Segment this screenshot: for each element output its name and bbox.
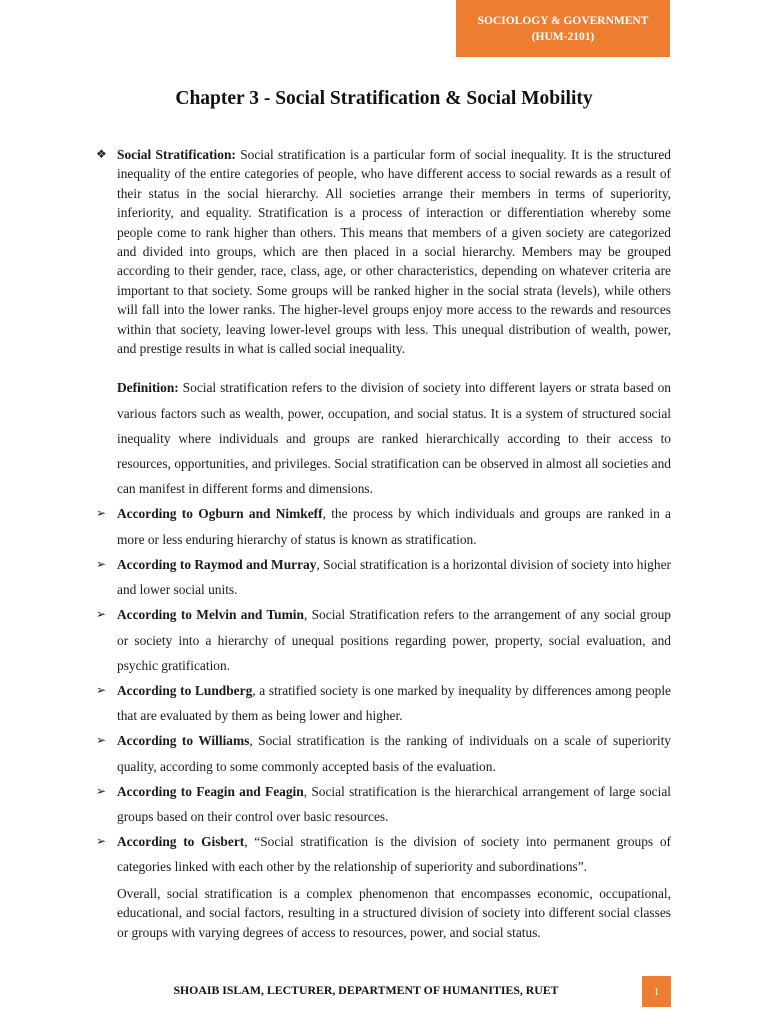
definitions-list [96,501,671,879]
arrow-bullet-icon: ➢ [96,783,107,798]
definition-item-text: , Social stratification is the ranking of individuals on a scale of superiority quality, according to some commonly accepted basis of the evaluation. [117,733,671,774]
arrow-bullet-icon: ➢ [96,682,107,697]
definition-item-text: , Social Stratification refers to the arrangement of any social group or society into a hierarchy of unequal positions regarding power, property, social evaluation, and psychic gratification. [117,607,671,673]
definition-item-text: , Social stratification is the hierarchical arrangement of large social groups based on their control over basic resources. [117,783,671,824]
conclusion-paragraph: Overall, social stratification is a complex phenomenon that encompasses economic, occupational, educational, and social factors, resulting in a structured division of society into different social classes or groups with varying degrees of access to resources, power, and social status. [117,885,671,940]
arrow-bullet-icon: ➢ [96,733,107,748]
definition-paragraph [96,375,671,501]
course-title: SOCIOLOGY & GOVERNMENT [477,14,649,27]
list-item [96,678,671,728]
list-item [96,728,671,778]
definition-item-text: , the process by which individuals and groups are ranked in a more or less enduring hierarchy of status is known as stratification. [117,506,671,547]
page-number-badge: 1 [642,976,671,1007]
document-body [96,145,671,942]
social-stratification-paragraph [96,145,671,358]
list-item [96,501,671,551]
definition-item-text: , a stratified society is one marked by inequality by differences among people that are evaluated by them as being lower and higher. [117,682,671,724]
term-label: Social Stratification: [117,147,236,162]
list-item [96,602,671,678]
arrow-bullet-icon: ➢ [96,834,107,849]
page-footer: SHOAIB ISLAM, LECTURER, DEPARTMENT OF HUMANITIES, RUET [173,983,559,997]
chapter-title: Chapter 3 - Social Stratification & Social Mobility [175,88,593,109]
course-code: (HUM-2101) [531,30,595,43]
arrow-bullet-icon: ➢ [96,607,107,622]
author-label: According to Lundberg [117,682,253,698]
definition-item-text: , “Social stratification is the division of society into permanent groups of categories linked with each other by the relationship of superiority and subordinations”. [117,834,672,875]
list-item [96,829,671,879]
author-label: According to Raymod and Murray [117,556,317,572]
diamond-bullet-icon: ❖ [96,147,107,161]
course-header-badge [456,0,670,57]
paragraph-text: Social stratification is a particular form of social inequality. It is the structured inequality of the entire categories of people, who have different access to social rewards as a result of their status in the social hierarchy. All societies arrange their members in terms of superiority, inferiority, and equality. Stratification is a process of interaction or differentiation whereby some people come to rank higher than others. This means that members of a given society are categorized and divided into groups, which are then placed in a social hierarchy. Members may be grouped according to their gender, race, class, age, or other characteristics, depending on whatever criteria are important to that society. Some groups will be ranked higher in the social strata (levels), while others will fall into the lower ranks. The higher-level groups enjoy more access to the rewards and resources within that society, leaving lower-level groups with less. This unequal distribution of wealth, power, and prestige results in what is called social inequality. [117,147,671,357]
definition-text: Social stratification refers to the division of society into different layers or strata based on various factors such as wealth, power, occupation, and social status. It is a system of structured social inequality where individuals and groups are ranked hierarchically according to their access to resources, opportunities, and privileges. Social stratification can be observed in almost all societies and can manifest in different forms and dimensions. [117,380,671,497]
author-label: According to Feagin and Feagin [117,783,304,799]
arrow-bullet-icon: ➢ [96,556,107,571]
author-label: According to Williams [117,733,250,749]
list-item [96,779,671,829]
definition-item-text: , Social stratification is a horizontal division of society into higher and lower social units. [117,556,671,598]
author-label: According to Melvin and Tumin [117,607,304,623]
definition-label: Definition: [117,380,179,396]
arrow-bullet-icon: ➢ [96,506,107,521]
author-label: According to Gisbert [117,834,245,850]
author-label: According to Ogburn and Nimkeff [117,506,323,522]
list-item [96,552,671,602]
